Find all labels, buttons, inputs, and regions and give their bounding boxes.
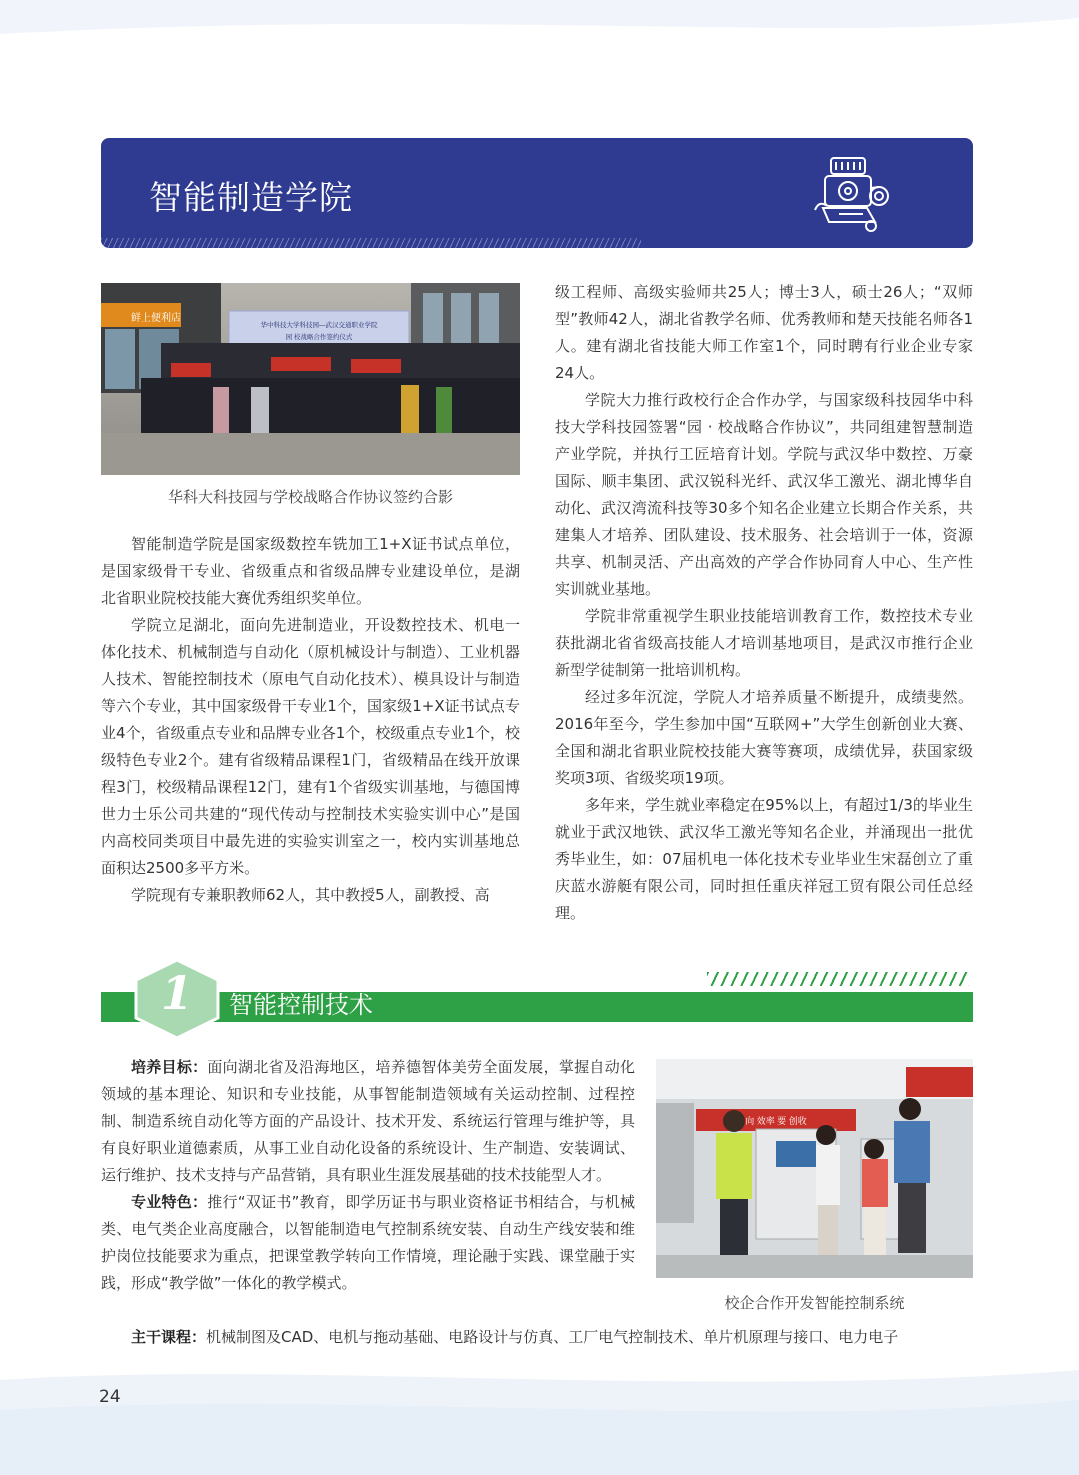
main-courses-text: 机械制图及CAD、电机与拖动基础、电路设计与仿真、工厂电气控制技术、单片机原理与接口、电力电子 [206,1328,899,1346]
page-title: 智能制造学院 [149,178,353,217]
main-courses-label: 主干课程： [131,1328,207,1346]
paragraph: 学院大力推行政校行企合作办学，与国家级科技园华中科技大学科技园签署“园 · 校战略合作协议”，共同组建智慧制造产业学院，并执行工匠培育计划。学院与武汉华中数控、万豪国际、顺丰集团、武汉锐科光纤、武汉华工激光、湖北博华自动化、武汉湾流科技等30多个知名企业建立长期合作关系，共建集人才培养、团队建设、技术服务、社会培训于一体，资源共享、机制灵活、产出高效的产学合作协同育人中心、生产性实训就业基地。 [555,391,973,598]
footer-decoration [0,1340,1079,1475]
paragraph: 智能制造学院是国家级数控车铣加工1+X证书试点单位，是国家级骨干专业、省级重点和省级品牌专业建设单位，是湖北省职业院校技能大赛优秀组织奖单位。 [101,535,520,607]
page-number: 24 [99,1387,121,1407]
section-body [101,1054,635,1297]
top-decoration [0,0,1079,60]
paragraph: 学院现有专兼职教师62人，其中教授5人，副教授、高 [131,886,490,904]
paragraph-continuation: 级工程师、高级实验师共25人；博士3人，硕士26人；“双师型”教师42人，湖北省教学名师、优秀教师和楚天技能名师各1人。建有湖北省技能大师工作室1个，同时聘有行业企业专家24人。 [555,283,973,382]
section-banner [101,138,973,248]
section-number: 1 [160,966,193,1020]
storefront-sign: 鲜上便利店 [131,313,181,324]
section-header-stripes [707,972,969,986]
banner-stripes [101,238,641,248]
right-column [555,279,973,927]
group-photo [101,283,520,475]
photo-caption-1: 华科大科技园与学校战略合作协议签约合影 [167,488,453,506]
backdrop-line-2: 园 校战略合作签约仪式 [285,334,353,341]
backdrop-line-1: 华中科技大学科技园—武汉交通职业学院 [260,322,378,329]
paragraph: 多年来，学生就业率稳定在95%以上，有超过1/3的毕业生就业于武汉地铁、武汉华工激光等知名企业，并涌现出一批优秀毕业生，如：07届机电一体化技术专业毕业生宋磊创立了重庆蓝水游艇有限公司，同时担任重庆祥冠工贸有限公司任总经理。 [555,796,973,922]
training-goal-text: 面向湖北省及沿海地区，培养德智体美劳全面发展，掌握自动化领域的基本理论、知识和专业技能，从事智能制造领域有关运动控制、过程控制、制造系统自动化等方面的产品设计、技术开发、系统运行管理与维护等，具有良好职业道德素质，从事工业自动化设备的系统设计、生产制造、安装调试、运行维护、技术支持与产品营销，具有职业生涯发展基础的技术技能型人才。 [101,1058,635,1184]
paragraph: 经过多年沉淀，学院人才培养质量不断提升，成绩斐然。2016年至今，学生参加中国“互联网+”大学生创新创业大赛、全国和湖北省职业院校技能大赛等赛项，成绩优异，获国家级奖项3项、省级奖项19项。 [555,688,973,787]
training-goal [101,1054,635,1189]
paragraph: 学院非常重视学生职业技能培训教育工作，数控技术专业获批湖北省省级高技能人才培训基地项目，是武汉市推行企业新型学徒制第一批培训机构。 [555,607,973,679]
photo-caption-2: 校企合作开发智能控制系统 [724,1294,905,1312]
paragraph: 学院立足湖北，面向先进制造业，开设数控技术、机电一体化技术、机械制造与自动化（原机械设计与制造）、工业机器人技术、智能控制技术（原电气自动化技术）、模具设计与制造等六个专业，其中国家级骨干专业1个，国家级1+X证书试点专业4个，省级重点专业和品牌专业各1个，校级重点专业1个，校级特色专业2个。建有省级精品课程1门，省级精品在线开放课程3门，校级精品课程12门，建有1个省级实训基地，与德国博世力士乐公司共建的“现代传动与控制技术实验实训中心”是国内高校同类项目中最先进的实验实训室之一，校内实训基地总面积达2500多平方米。 [101,616,520,877]
program-features-label: 专业特色： [131,1193,208,1211]
group-photo-image [101,283,520,475]
program-features [101,1189,635,1297]
section-title: 智能控制技术 [229,991,373,1019]
left-column [101,531,520,909]
engine-icon [809,150,895,236]
lab-photo-image [656,1059,973,1278]
training-goal-label: 培养目标： [131,1058,208,1076]
program-features-text: 推行“双证书”教育，即学历证书与职业资格证书相结合，与机械类、电气类企业高度融合，以智能制造电气控制系统安装、自动生产线安装和维护岗位技能要求为重点，把课堂教学转向工作情境，理论融于实践、课堂融于实践，形成“教学做”一体化的教学模式。 [101,1193,635,1292]
lab-photo [656,1059,973,1278]
lab-banner-text: 向 效率 要 创收 [745,1116,807,1126]
